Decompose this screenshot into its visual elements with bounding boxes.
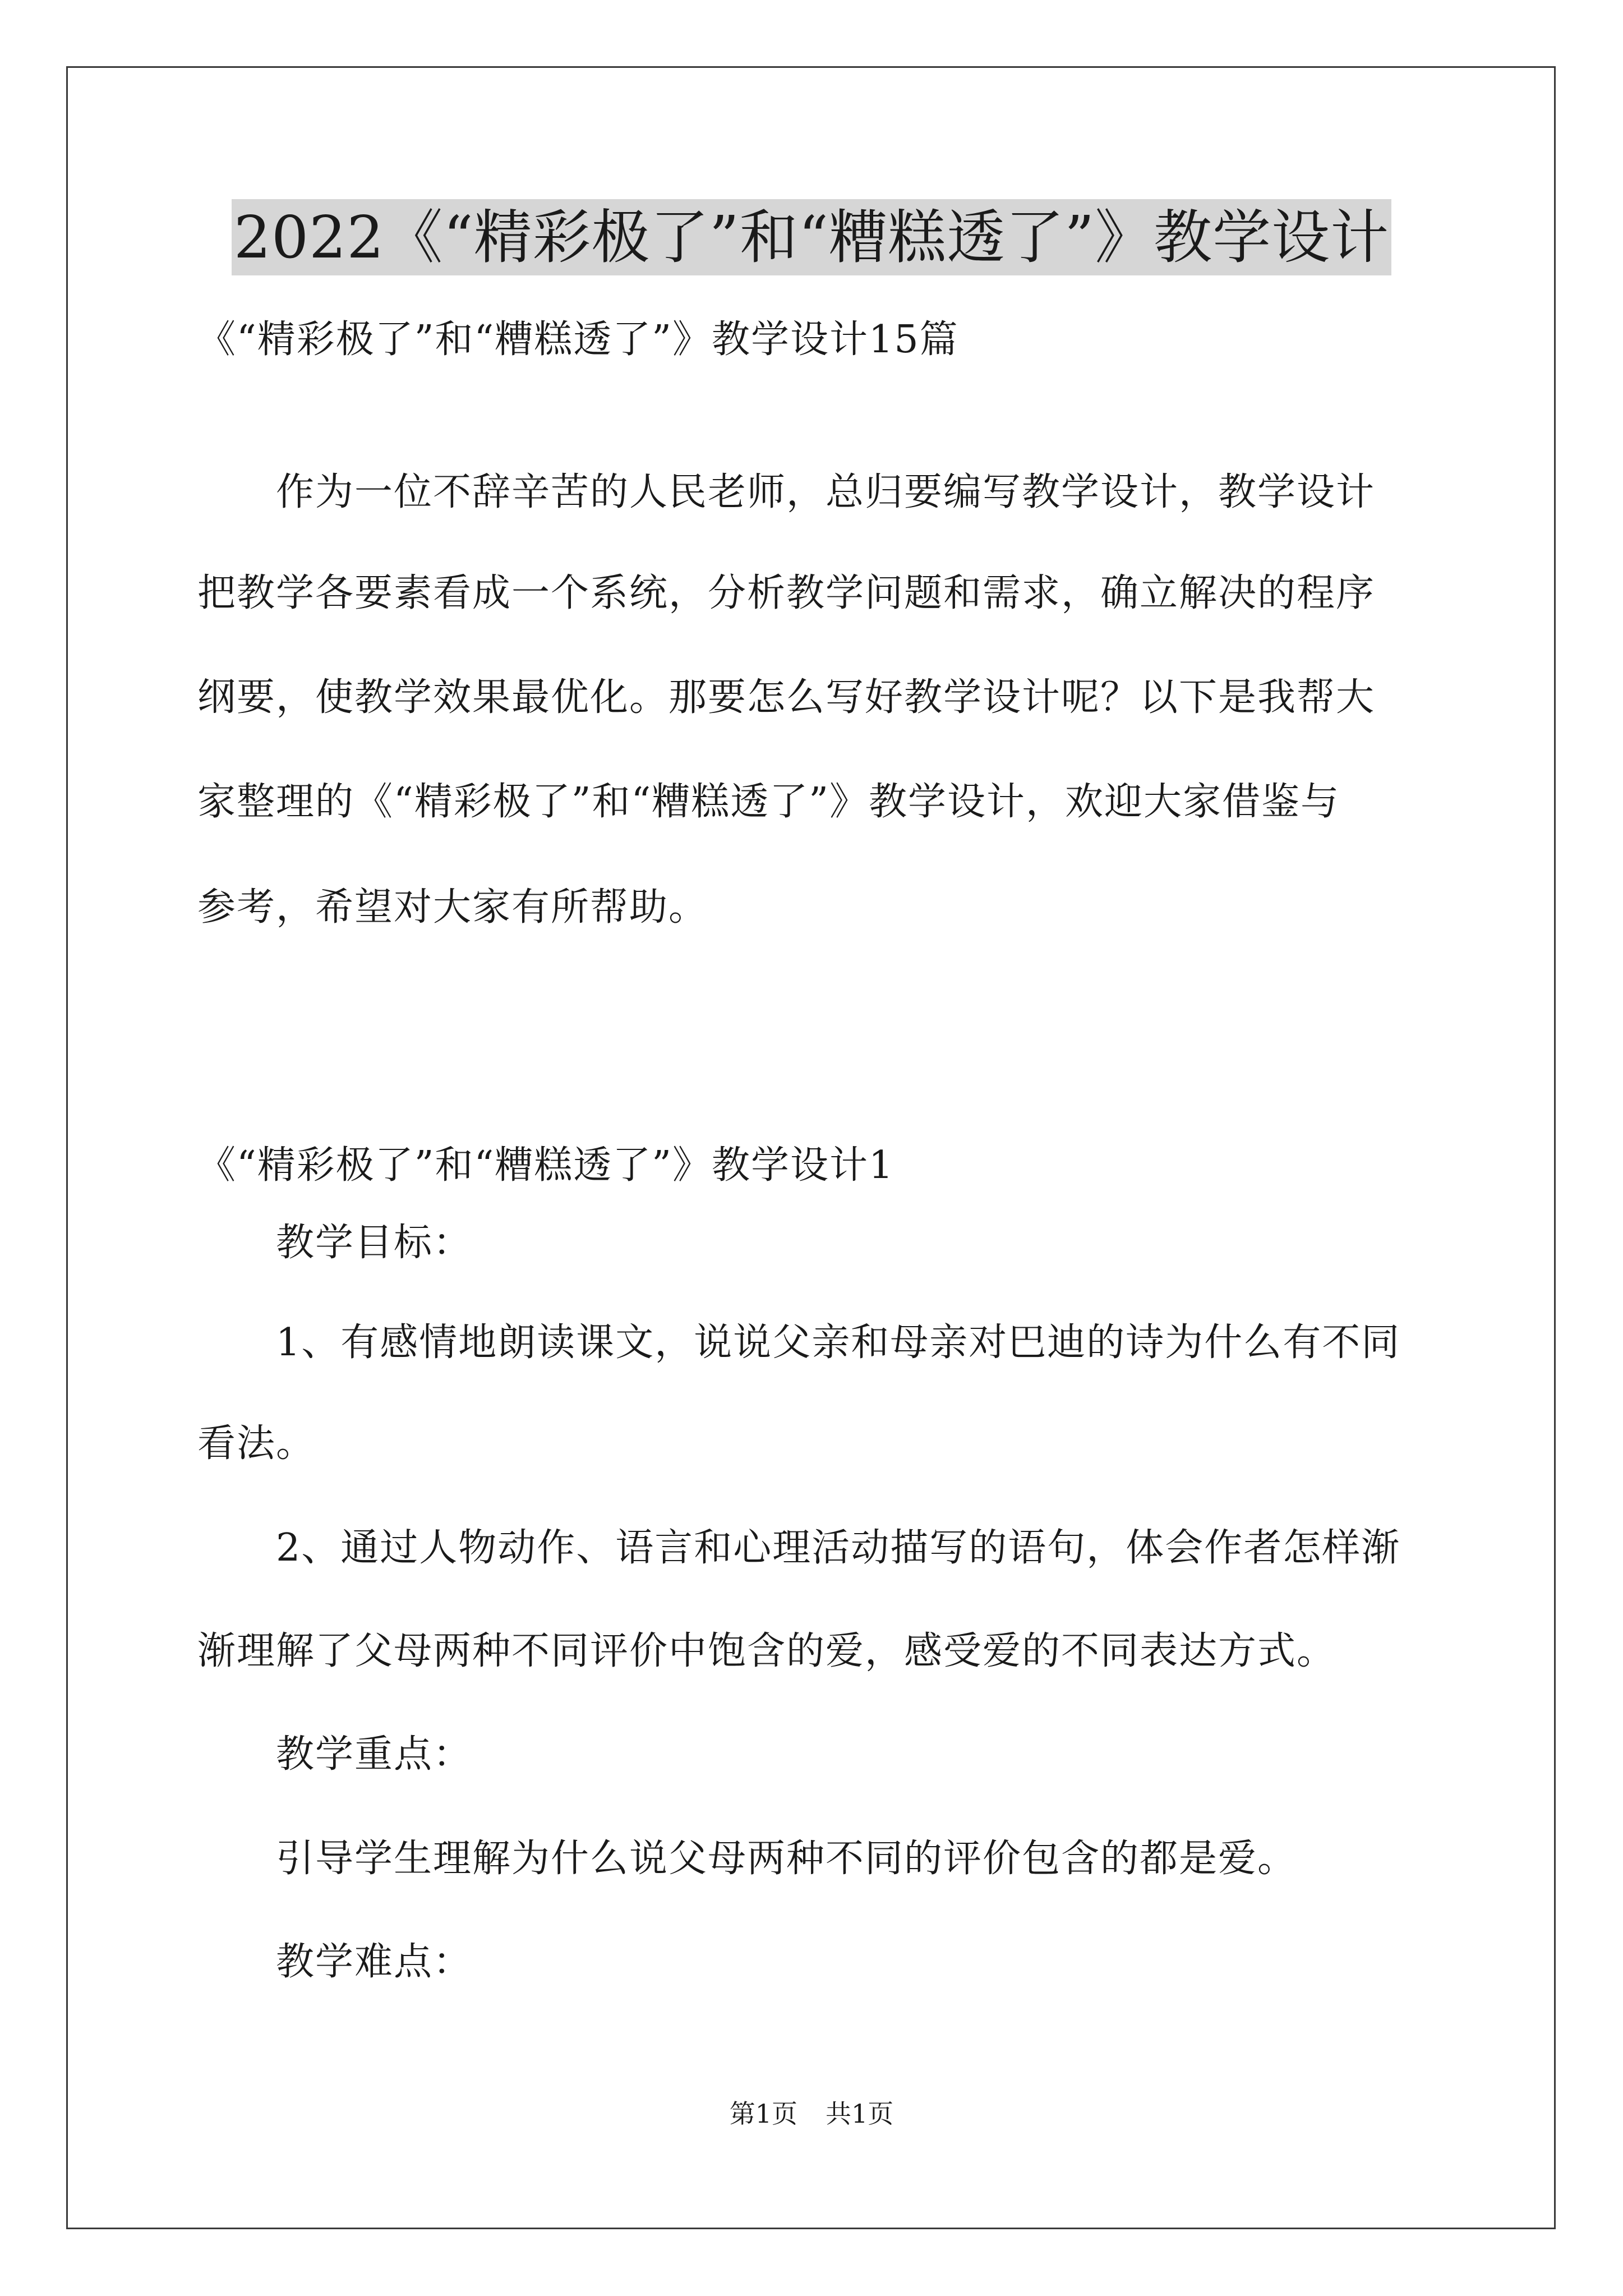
subheading: 教学目标： [276,1221,473,1265]
paragraph-line: 把教学各要素看成一个系统，分析教学问题和需求，确立解决的程序 [197,571,1376,615]
paragraph-line: 看法。 [197,1421,316,1466]
paragraph-line: 渐理解了父母两种不同评价中饱含的爱，感受爱的不同表达方式。 [197,1629,1336,1673]
paragraph-line: 参考，希望对大家有所帮助。 [197,885,708,930]
section-heading: 《“精彩极了”和“糟糕透了”》教学设计15篇 [197,318,959,362]
paragraph-line: 2、通过人物动作、语言和心理活动描写的语句，体会作者怎样渐 [276,1526,1401,1570]
subheading: 教学重点： [276,1732,473,1777]
title-container [0,199,1623,275]
page-number-total: 共1页 [826,2099,894,2129]
paragraph-line: 1、有感情地朗读课文，说说父亲和母亲对巴迪的诗为什么有不同 [276,1320,1401,1365]
paragraph-line: 作为一位不辞辛苦的人民老师，总归要编写教学设计，教学设计 [276,470,1376,514]
page-footer [0,2097,1623,2131]
document-title: 2022《“精彩极了”和“糟糕透了”》教学设计 [232,199,1391,275]
section-heading: 《“精彩极了”和“糟糕透了”》教学设计1 [197,1143,895,1188]
paragraph-line: 引导学生理解为什么说父母两种不同的评价包含的都是爱。 [276,1837,1297,1881]
paragraph-line: 纲要，使教学效果最优化。那要怎么写好教学设计呢？以下是我帮大 [197,675,1376,720]
page-number-current: 第1页 [729,2099,797,2129]
paragraph-line: 家整理的《“精彩极了”和“糟糕透了”》教学设计，欢迎大家借鉴与 [197,780,1340,824]
subheading: 教学难点： [276,1940,473,1984]
